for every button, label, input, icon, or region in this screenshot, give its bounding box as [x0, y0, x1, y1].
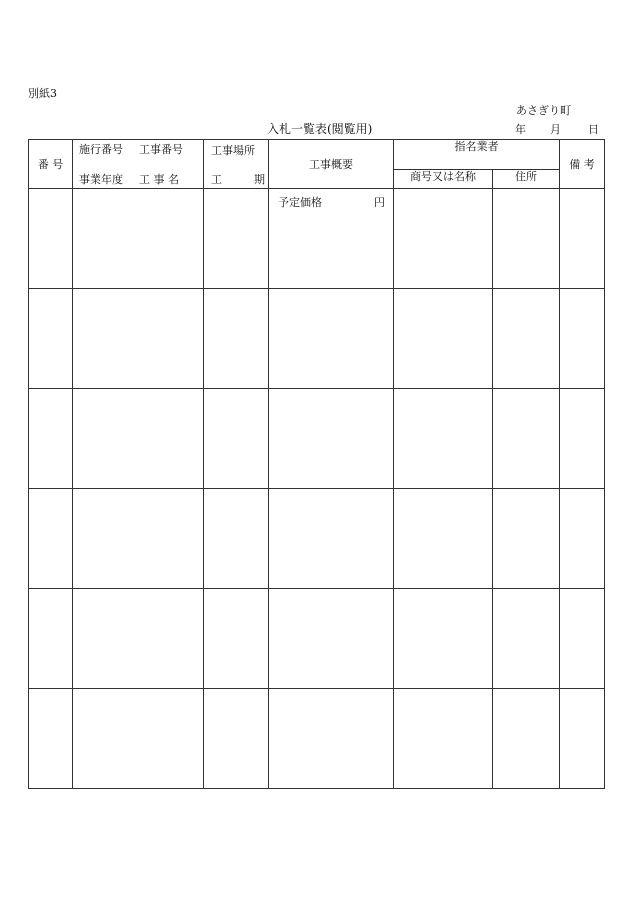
yen-unit: 円 — [374, 196, 385, 209]
header-site-period — [204, 140, 269, 189]
attachment-label: 別紙3 — [28, 87, 57, 100]
cell-summary[interactable] — [269, 289, 394, 389]
header-contractors-label: 指名業者 — [454, 140, 499, 153]
header-period-a: 工 — [211, 173, 222, 186]
cell-remarks[interactable] — [560, 489, 605, 589]
cell-summary[interactable] — [269, 189, 394, 289]
header-summary — [269, 140, 394, 189]
cell-company-name[interactable] — [394, 689, 493, 789]
header-site: 工事場所 — [211, 144, 255, 157]
date-day-label: 日 — [588, 123, 599, 136]
header-company-name-label: 商号又は名称 — [410, 170, 476, 183]
header-fiscal-year: 事業年度 — [79, 173, 123, 186]
cell-company-name[interactable] — [394, 289, 493, 389]
header-contractors — [394, 140, 560, 170]
cell-address[interactable] — [493, 389, 560, 489]
cell-work-name[interactable] — [73, 189, 204, 289]
cell-address[interactable] — [493, 589, 560, 689]
cell-address[interactable] — [493, 489, 560, 589]
table-row — [29, 689, 605, 789]
cell-address[interactable] — [493, 689, 560, 789]
cell-remarks[interactable] — [560, 189, 605, 289]
cell-number[interactable] — [29, 489, 73, 589]
cell-remarks[interactable] — [560, 389, 605, 489]
header-summary-label: 工事概要 — [309, 157, 353, 171]
cell-remarks[interactable] — [560, 689, 605, 789]
cell-company-name[interactable] — [394, 589, 493, 689]
table-row — [29, 389, 605, 489]
header-remarks — [560, 140, 605, 189]
cell-work-name[interactable] — [73, 689, 204, 789]
cell-summary[interactable] — [269, 689, 394, 789]
cell-address[interactable] — [493, 189, 560, 289]
cell-company-name[interactable] — [394, 389, 493, 489]
header-work-number: 工事番号 — [139, 143, 183, 156]
table-row — [29, 289, 605, 389]
cell-number[interactable] — [29, 189, 73, 289]
header-address — [493, 170, 560, 189]
cell-site-period[interactable] — [204, 189, 269, 289]
table-row — [29, 489, 605, 589]
cell-site-period[interactable] — [204, 489, 269, 589]
cell-number[interactable] — [29, 389, 73, 489]
cell-summary[interactable] — [269, 389, 394, 489]
header-remarks-label: 備 考 — [569, 157, 595, 171]
cell-site-period[interactable] — [204, 389, 269, 489]
cell-work-name[interactable] — [73, 389, 204, 489]
header-work-identification — [73, 140, 204, 189]
header-address-label: 住所 — [515, 170, 537, 183]
cell-site-period[interactable] — [204, 589, 269, 689]
header-number-label: 番 号 — [37, 157, 64, 171]
header-period-b: 期 — [254, 173, 265, 186]
header-exec-number: 施行番号 — [79, 143, 123, 156]
cell-work-name[interactable] — [73, 489, 204, 589]
cell-address[interactable] — [493, 289, 560, 389]
cell-work-name[interactable] — [73, 289, 204, 389]
cell-remarks[interactable] — [560, 289, 605, 389]
cell-number[interactable] — [29, 289, 73, 389]
cell-site-period[interactable] — [204, 289, 269, 389]
cell-company-name[interactable] — [394, 489, 493, 589]
table-row — [29, 189, 605, 289]
date-year-label: 年 — [515, 123, 526, 136]
cell-work-name[interactable] — [73, 589, 204, 689]
page-title: 入札一覧表(閲覧用) — [267, 122, 373, 136]
cell-summary[interactable] — [269, 489, 394, 589]
header-number — [29, 140, 73, 189]
data-rows — [29, 189, 605, 789]
cell-summary[interactable] — [269, 589, 394, 689]
cell-site-period[interactable] — [204, 689, 269, 789]
cell-company-name[interactable] — [394, 189, 493, 289]
cell-number[interactable] — [29, 589, 73, 689]
town-name: あさぎり町 — [516, 104, 571, 117]
bid-list-table — [28, 139, 605, 789]
estimated-price-label: 予定価格 — [278, 196, 322, 209]
date-month-label: 月 — [550, 123, 561, 136]
cell-number[interactable] — [29, 689, 73, 789]
header-work-name: 工 事 名 — [139, 173, 179, 186]
cell-remarks[interactable] — [560, 589, 605, 689]
header-company-name — [394, 170, 493, 189]
table-row — [29, 589, 605, 689]
